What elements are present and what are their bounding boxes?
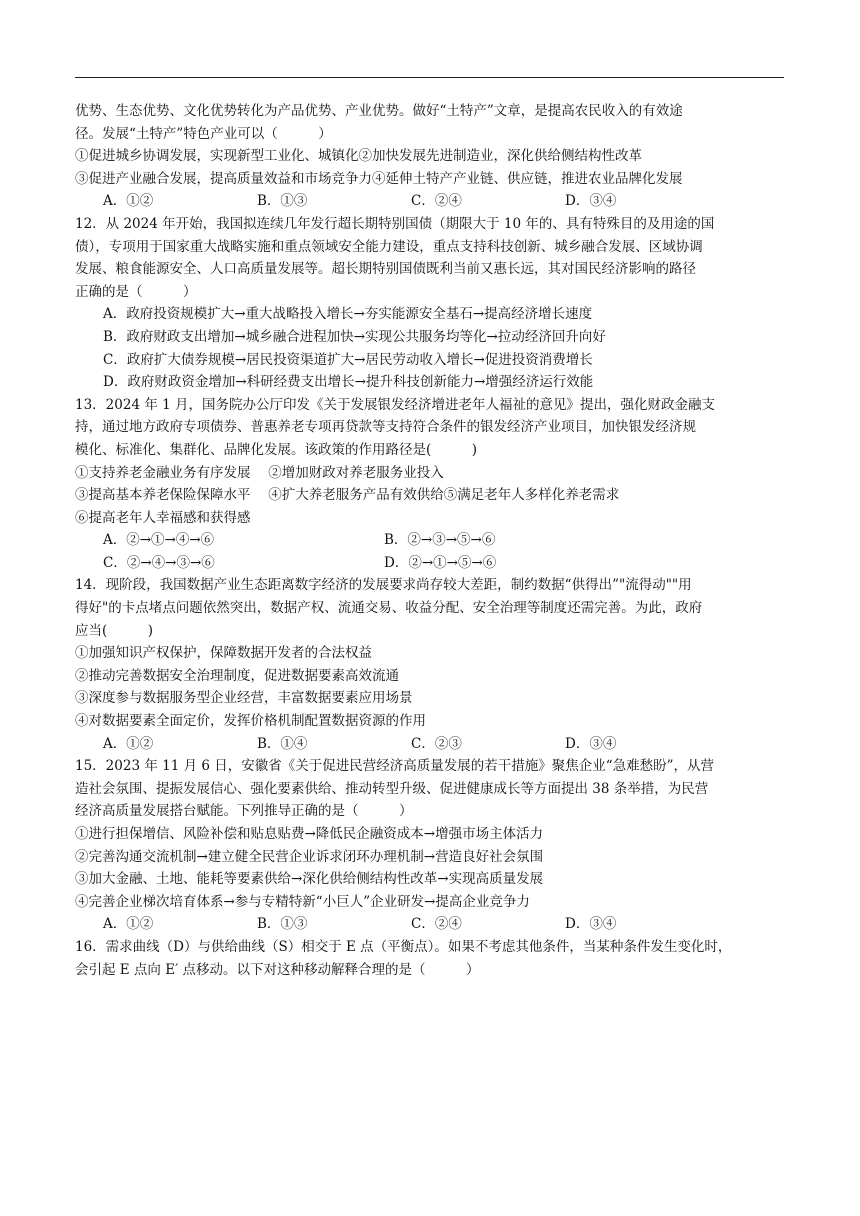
q13-options-row1 — [75, 529, 787, 552]
question-14 — [75, 574, 787, 755]
question-stem: 13．2024 年 1 月，国务院办公厅印发《关于发展银发经济增进老年人福祉的意见》提出，强化财政金融支 — [75, 396, 715, 413]
option-c[interactable]: C．②→④→③→⑥ — [103, 554, 215, 571]
q15-options — [75, 913, 787, 936]
question-13 — [75, 394, 787, 575]
q11-continuation — [75, 100, 787, 213]
option-d[interactable]: D．③④ — [565, 735, 617, 752]
text-line: ①促进城乡协调发展，实现新型工业化、城镇化②加快发展先进制造业，深化供给侧结构性改革 — [75, 148, 642, 165]
question-12 — [75, 213, 787, 394]
option-b[interactable]: B．①③ — [257, 916, 308, 933]
exam-page — [75, 100, 787, 981]
question-stem: 持，通过地方政府专项债券、普惠养老专项再贷款等支持符合条件的银发经济产业项目，加快银发经济规 — [75, 419, 696, 436]
option-d[interactable]: D．③④ — [565, 916, 617, 933]
question-stem: 12．从 2024 年开始，我国拟连续几年发行超长期特别国债（期限大于 10 年的、具有特殊目的及用途的国 — [75, 215, 715, 232]
question-stem: 得好"的卡点堵点问题依然突出，数据产权、流通交易、收益分配、安全治理等制度还需完善。为此，政府 — [75, 600, 703, 617]
statement-item: ④对数据要素全面定价，发挥价格机制配置数据资源的作用 — [75, 713, 426, 730]
statement-item: ①加强知识产权保护，保障数据开发者的合法权益 — [75, 645, 372, 662]
option-d[interactable]: D．政府财政资金增加→科研经费支出增长→提升科技创新能力→增强经济运行效能 — [103, 374, 594, 391]
statement-item: ②推动完善数据安全治理制度，促进数据要素高效流通 — [75, 667, 399, 684]
q13-options-row2 — [75, 552, 787, 575]
statement-item: ①进行担保增信、风险补偿和贴息贴费→降低民企融资成本→增强市场主体活力 — [75, 826, 544, 842]
option-a[interactable]: A．政府投资规模扩大→重大战略投入增长→夯实能源安全基石→提高经济增长速度 — [103, 306, 593, 323]
question-stem: 债），专项用于国家重大战略实施和重点领域安全能力建设，重点支持科技创新、城乡融合发展、区域协调 — [75, 238, 703, 255]
statement-item: ③加大金融、土地、能耗等要素供给→深化供给侧结构性改革→实现高质量发展 — [75, 871, 544, 888]
option-b[interactable]: B．政府财政支出增加→城乡融合进程加快→实现公共服务均等化→拉动经济回升向好 — [103, 328, 606, 345]
question-stem: 正确的是（ ） — [75, 283, 197, 300]
option-d[interactable]: D．②→①→⑤→⑥ — [384, 554, 497, 571]
question-stem: 16．需求曲线（D）与供给曲线（S）相交于 E 点（平衡点）。如果不考虑其他条件，当某种条件发生变化时， — [75, 938, 732, 955]
text-line: 径。发展“土特产”特色产业可以（ ） — [75, 125, 332, 142]
question-stem: 发展、粮食能源安全、人口高质量发展等。超长期特别国债既利当前又惠长远，其对国民经济影响的路径 — [75, 261, 696, 278]
question-stem: 14．现阶段，我国数据产业生态距离数字经济的发展要求尚存较大差距，制约数据“供得出”"流得动""用 — [75, 577, 692, 594]
option-c[interactable]: C．②④ — [411, 193, 462, 210]
statement-item: ③深度参与数据服务型企业经营，丰富数据要素应用场景 — [75, 690, 413, 707]
option-b[interactable]: B．②→③→⑤→⑥ — [384, 532, 496, 549]
statement-item: ④完善企业梯次培育体系→参与专精特新“小巨人”企业研发→提高企业竞争力 — [75, 893, 530, 910]
question-stem: 应当( ) — [75, 622, 154, 639]
question-stem: 模化、标准化、集群化、品牌化发展。该政策的作用路径是( ) — [75, 441, 478, 458]
text-line: ③促进产业融合发展，提高质量效益和市场竞争力④延伸土特产产业链、供应链，推进农业品牌化发展 — [75, 170, 683, 187]
option-c[interactable]: C．政府扩大债券规模→居民投资渠道扩大→居民劳动收入增长→促进投资消费增长 — [103, 351, 593, 368]
statement-item: ①支持养老金融业务有序发展 ②增加财政对养老服务业投入 — [75, 464, 444, 481]
option-b[interactable]: B．①③ — [257, 193, 308, 210]
q11-options — [75, 190, 787, 213]
option-a[interactable]: A．①② — [103, 916, 154, 933]
header-rule — [75, 77, 784, 78]
option-d[interactable]: D．③④ — [565, 193, 617, 210]
option-a[interactable]: A．①② — [103, 193, 154, 210]
q14-options — [75, 733, 787, 756]
option-b[interactable]: B．①④ — [257, 735, 308, 752]
question-stem: 经济高质量发展搭台赋能。下列推导正确的是（ ） — [75, 803, 413, 820]
question-16 — [75, 936, 787, 981]
option-c[interactable]: C．②④ — [411, 916, 462, 933]
statement-item: ③提高基本养老保险保障水平 ④扩大养老服务产品有效供给⑤满足老年人多样化养老需求 — [75, 487, 620, 504]
statement-item: ②完善沟通交流机制→建立健全民营企业诉求闭环办理机制→营造良好社会氛围 — [75, 848, 544, 865]
option-a[interactable]: A．②→①→④→⑥ — [103, 532, 215, 549]
question-15 — [75, 755, 787, 936]
statement-item: ⑥提高老年人幸福感和获得感 — [75, 509, 251, 526]
option-c[interactable]: C．②③ — [411, 735, 462, 752]
question-stem: 会引起 E 点向 E′ 点移动。以下对这种移动解释合理的是（ ） — [75, 961, 480, 978]
question-stem: 15．2023 年 11 月 6 日，安徽省《关于促进民营经济高质量发展的若干措施》聚焦企业“急难愁盼”，从营 — [75, 758, 715, 775]
text-line: 优势、生态优势、文化优势转化为产品优势、产业优势。做好“土特产”文章，是提高农民收入的有效途 — [75, 103, 683, 119]
question-stem: 造社会氛围、提振发展信心、强化要素供给、推动转型升级、促进健康成长等方面提出 38 条举措，为民营 — [75, 780, 709, 797]
option-a[interactable]: A．①② — [103, 735, 154, 752]
